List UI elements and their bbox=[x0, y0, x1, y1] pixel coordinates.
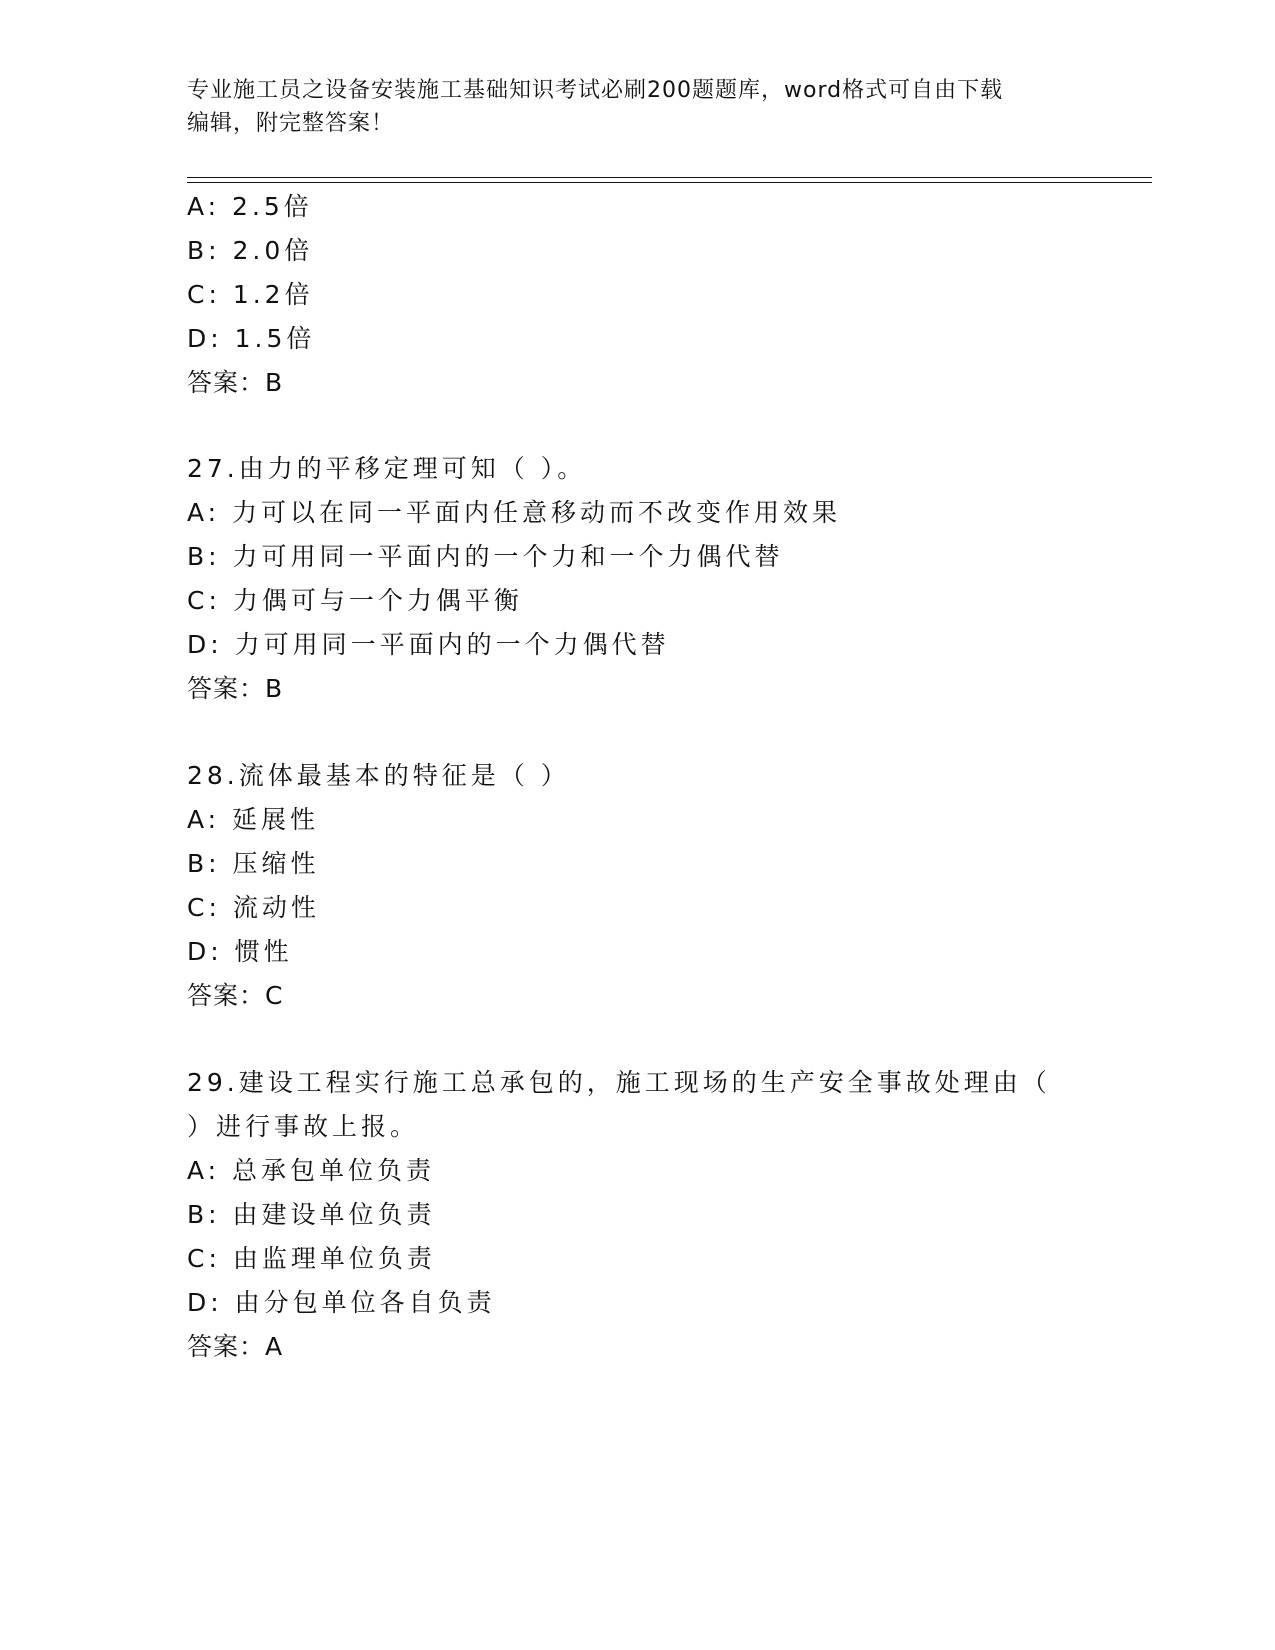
q28-option-a: A: 延展性 bbox=[187, 805, 320, 834]
q28-stem: 28.流体最基本的特征是（ ） bbox=[187, 761, 570, 790]
q26-option-b: B: 2.0倍 bbox=[187, 236, 314, 265]
q28-option-d: D: 惯性 bbox=[187, 937, 293, 966]
q28-option-c: C: 流动性 bbox=[187, 893, 320, 922]
q29-stem-line-2: ）进行事故上报。 bbox=[187, 1112, 420, 1141]
q28-answer: 答案：C bbox=[187, 981, 284, 1010]
document-header bbox=[187, 74, 1067, 140]
q27-option-b: B: 力可用同一平面内的一个力和一个力偶代替 bbox=[187, 542, 784, 571]
header-line-2: 编辑，附完整答案！ bbox=[187, 111, 395, 136]
q29-option-d: D: 由分包单位各自负责 bbox=[187, 1288, 496, 1317]
q28-option-b: B: 压缩性 bbox=[187, 849, 320, 878]
q29-answer: 答案：A bbox=[187, 1332, 284, 1361]
q26-option-c: C: 1.2倍 bbox=[187, 280, 314, 309]
q27-option-c: C: 力偶可与一个力偶平衡 bbox=[187, 586, 523, 615]
header-rule-thick bbox=[187, 177, 1152, 178]
q29-option-b: B: 由建设单位负责 bbox=[187, 1200, 436, 1229]
q26-option-d: D: 1.5倍 bbox=[187, 324, 316, 353]
q27-stem: 27.由力的平移定理可知（ ）。 bbox=[187, 454, 587, 483]
q27-option-a: A: 力可以在同一平面内任意移动而不改变作用效果 bbox=[187, 498, 842, 527]
q27-option-d: D: 力可用同一平面内的一个力偶代替 bbox=[187, 630, 670, 659]
q29-stem-line-1: 29.建设工程实行施工总承包的，施工现场的生产安全事故处理由（ bbox=[187, 1068, 1051, 1097]
header-rule-thin bbox=[187, 182, 1152, 183]
q27-answer: 答案：B bbox=[187, 674, 284, 703]
q26-answer: 答案：B bbox=[187, 368, 284, 397]
header-line-1: 专业施工员之设备安装施工基础知识考试必刷200题题库，word格式可自由下载 bbox=[187, 78, 1004, 103]
q29-option-c: C: 由监理单位负责 bbox=[187, 1244, 436, 1273]
q26-option-a: A: 2.5倍 bbox=[187, 192, 313, 221]
q29-option-a: A: 总承包单位负责 bbox=[187, 1156, 436, 1185]
